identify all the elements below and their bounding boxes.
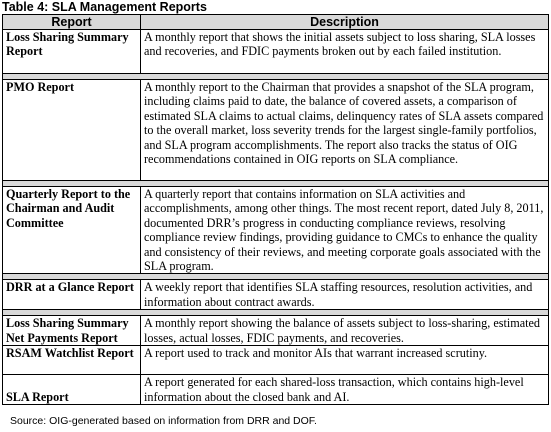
table-row	[3, 280, 549, 310]
table-row	[3, 316, 549, 346]
table-row	[3, 346, 549, 375]
report-description: A report generated for each shared-loss transaction, which contains high-level information about the closed bank and AI.	[141, 375, 549, 405]
source-note: Source: OIG-generated based on information from DRR and DOF.	[10, 415, 317, 427]
report-name: PMO Report	[3, 80, 141, 181]
report-description: A monthly report to the Chairman that provides a snapshot of the SLA program, including claims paid to date, the balance of covered assets, a comparison of estimated SLA claims to actual claims, delinquency rates of SLA assets compared to the overall market, loss severity trends for the largest single-family portfolios, and SLA program accomplishments. The report also tracks the status of OIG recommendations contained in OIG reports on SLA compliance.	[141, 80, 549, 181]
report-description: A weekly report that identifies SLA staffing resources, resolution activities, and information about contract awards.	[141, 280, 549, 310]
table-row	[3, 30, 549, 74]
table-row	[3, 375, 549, 405]
report-name: Quarterly Report to the Chairman and Audit Committee	[3, 187, 141, 274]
table-row	[3, 187, 549, 274]
report-description: A monthly report showing the balance of assets subject to loss-sharing, estimated losses, actual losses, FDIC payments, and recoveries.	[141, 316, 549, 346]
table-caption: Table 4: SLA Management Reports	[2, 0, 207, 14]
table-header-row	[3, 15, 549, 30]
sla-management-reports-table	[2, 14, 549, 405]
table-row	[3, 80, 549, 181]
report-name: RSAM Watchlist Report	[3, 346, 141, 375]
report-name: Loss Sharing Summary Report	[3, 30, 141, 74]
report-name: Loss Sharing Summary Net Payments Report	[3, 316, 141, 346]
report-description: A monthly report that shows the initial assets subject to loss sharing, SLA losses and recoveries, and FDIC payments broken out by each failed institution.	[141, 30, 549, 74]
header-report: Report	[3, 15, 141, 30]
report-name: SLA Report	[3, 375, 141, 405]
header-description: Description	[141, 15, 549, 30]
report-description: A quarterly report that contains information on SLA activities and accomplishments, among other things. The most recent report, dated July 8, 2011, documented DRR’s progress in conducting compliance reviews, resolving compliance review findings, providing guidance to CMCs to enhance the quality and consistency of their reviews, and meeting corporate goals associated with the SLA program.	[141, 187, 549, 274]
report-description: A report used to track and monitor AIs that warrant increased scrutiny.	[141, 346, 549, 375]
report-name: DRR at a Glance Report	[3, 280, 141, 310]
